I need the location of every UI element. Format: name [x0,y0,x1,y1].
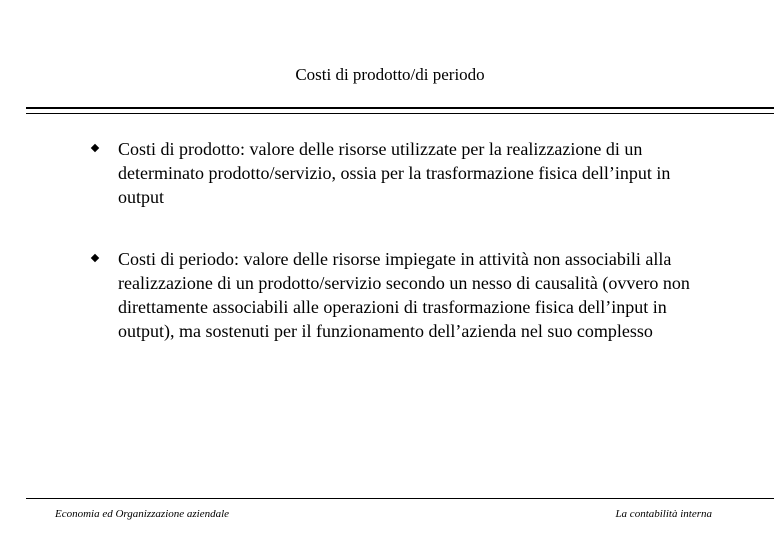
diamond-bullet-icon [91,254,99,262]
title-divider-bottom [26,113,774,114]
footer-divider [26,498,774,499]
bullet-text [118,247,718,343]
diamond-bullet-icon [91,144,99,152]
bullet-description: valore delle risorse impiegate in attività non associabili alla realizzazione di un prodotto/servizio secondo un nesso di causalità (ovvero non direttamente associabili alle operazioni di trasformazione fisica dell’input in output), ma sostenuti per il funzionamento dell’azienda nel suo complesso [118,249,690,341]
slide-title: Costi di prodotto/di periodo [295,65,485,84]
bullet-text [118,137,718,209]
footer-section-name: La contabilità interna [615,508,712,520]
bullet-term: Costi di prodotto: [118,139,246,159]
bullet-description: valore delle risorse utilizzate per la realizzazione di un determinato prodotto/servizio, ossia per la trasformazione fisica dell’input in output [118,139,671,207]
title-divider-top [26,107,774,109]
footer-course-name: Economia ed Organizzazione aziendale [55,508,230,520]
bullet-term: Costi di periodo: [118,249,239,269]
